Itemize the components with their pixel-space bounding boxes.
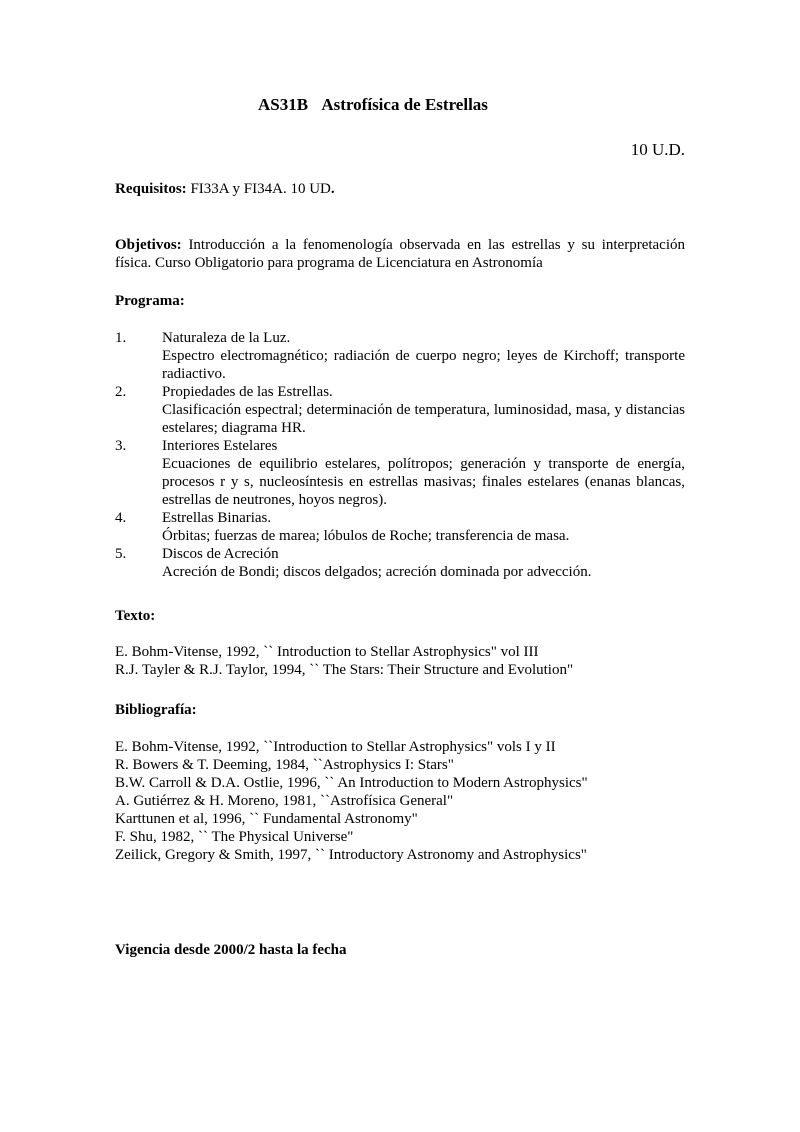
- texto-heading: Texto:: [115, 608, 156, 624]
- course-units: 10 U.D.: [630, 140, 685, 159]
- item-number: 5.: [115, 546, 127, 562]
- bibliografia-reference: A. Gutiérrez & H. Moreno, 1981, ``Astrofísica General": [115, 793, 454, 809]
- course-code: AS31B: [258, 95, 309, 114]
- programa-item: [115, 329, 685, 383]
- item-description: Órbitas; fuerzas de marea; lóbulos de Roche; transferencia de masa.: [162, 528, 570, 544]
- bibliografia-reference: F. Shu, 1982, `` The Physical Universe": [115, 829, 354, 845]
- programa-heading: Programa:: [115, 293, 185, 309]
- item-number: 4.: [115, 510, 127, 526]
- objetivos-text: Introducción a la fenomenología observada en las estrellas y su interpretación física. Curso Obligatorio para programa de Licenciatura en Astronomía: [115, 237, 686, 271]
- requisitos-section: [115, 180, 685, 198]
- programa-item: [115, 545, 685, 581]
- texto-reference: E. Bohm-Vitense, 1992, `` Introduction to Stellar Astrophysics" vol III: [115, 644, 539, 660]
- item-title: Naturaleza de la Luz.: [162, 330, 291, 346]
- bibliografia-reference: Karttunen et al, 1996, `` Fundamental Astronomy": [115, 811, 418, 827]
- item-number: 3.: [115, 438, 127, 454]
- item-title: Estrellas Binarias.: [162, 510, 272, 526]
- bibliografia-heading: Bibliografía:: [115, 702, 197, 718]
- texto-reference: R.J. Tayler & R.J. Taylor, 1994, `` The Stars: Their Structure and Evolution": [115, 662, 574, 678]
- objetivos-label: Objetivos:: [115, 237, 182, 253]
- objetivos-section: [115, 236, 685, 272]
- programa-item: [115, 509, 685, 545]
- course-title: [258, 96, 488, 114]
- item-number: 2.: [115, 384, 127, 400]
- item-description: Espectro electromagnético; radiación de cuerpo negro; leyes de Kirchoff; transporte radiactivo.: [162, 348, 685, 382]
- requisitos-value: FI33A y FI34A. 10 UD: [190, 181, 331, 197]
- bibliografia-reference: E. Bohm-Vitense, 1992, ``Introduction to Stellar Astrophysics" vols I y II: [115, 739, 556, 755]
- item-description: Acreción de Bondi; discos delgados; acreción dominada por advección.: [162, 564, 592, 580]
- programa-list: [115, 329, 685, 581]
- vigencia-note: Vigencia desde 2000/2 hasta la fecha: [115, 942, 347, 958]
- item-title: Discos de Acreción: [162, 546, 279, 562]
- item-number: 1.: [115, 330, 127, 346]
- texto-list: [115, 643, 685, 679]
- item-description: Clasificación espectral; determinación de temperatura, luminosidad, masa, y distancias estelares; diagrama HR.: [162, 402, 685, 436]
- requisitos-period: .: [330, 181, 335, 197]
- requisitos-label: Requisitos:: [115, 181, 187, 197]
- bibliografia-reference: R. Bowers & T. Deeming, 1984, ``Astrophysics I: Stars": [115, 757, 454, 773]
- bibliografia-reference: Zeilick, Gregory & Smith, 1997, `` Introductory Astronomy and Astrophysics": [115, 847, 587, 863]
- item-description: Ecuaciones de equilibrio estelares, polítropos; generación y transporte de energía, procesos r y s, nucleosíntesis en estrellas masivas; finales estelares (enanas blancas, estrellas de neutrones, hoyos negros).: [162, 456, 685, 508]
- programa-item: [115, 383, 685, 437]
- bibliografia-reference: B.W. Carroll & D.A. Ostlie, 1996, `` An Introduction to Modern Astrophysics": [115, 775, 588, 791]
- programa-item: [115, 437, 685, 509]
- bibliografia-list: [115, 738, 685, 864]
- item-title: Interiores Estelares: [162, 438, 278, 454]
- course-name: Astrofísica de Estrellas: [321, 95, 488, 114]
- item-title: Propiedades de las Estrellas.: [162, 384, 333, 400]
